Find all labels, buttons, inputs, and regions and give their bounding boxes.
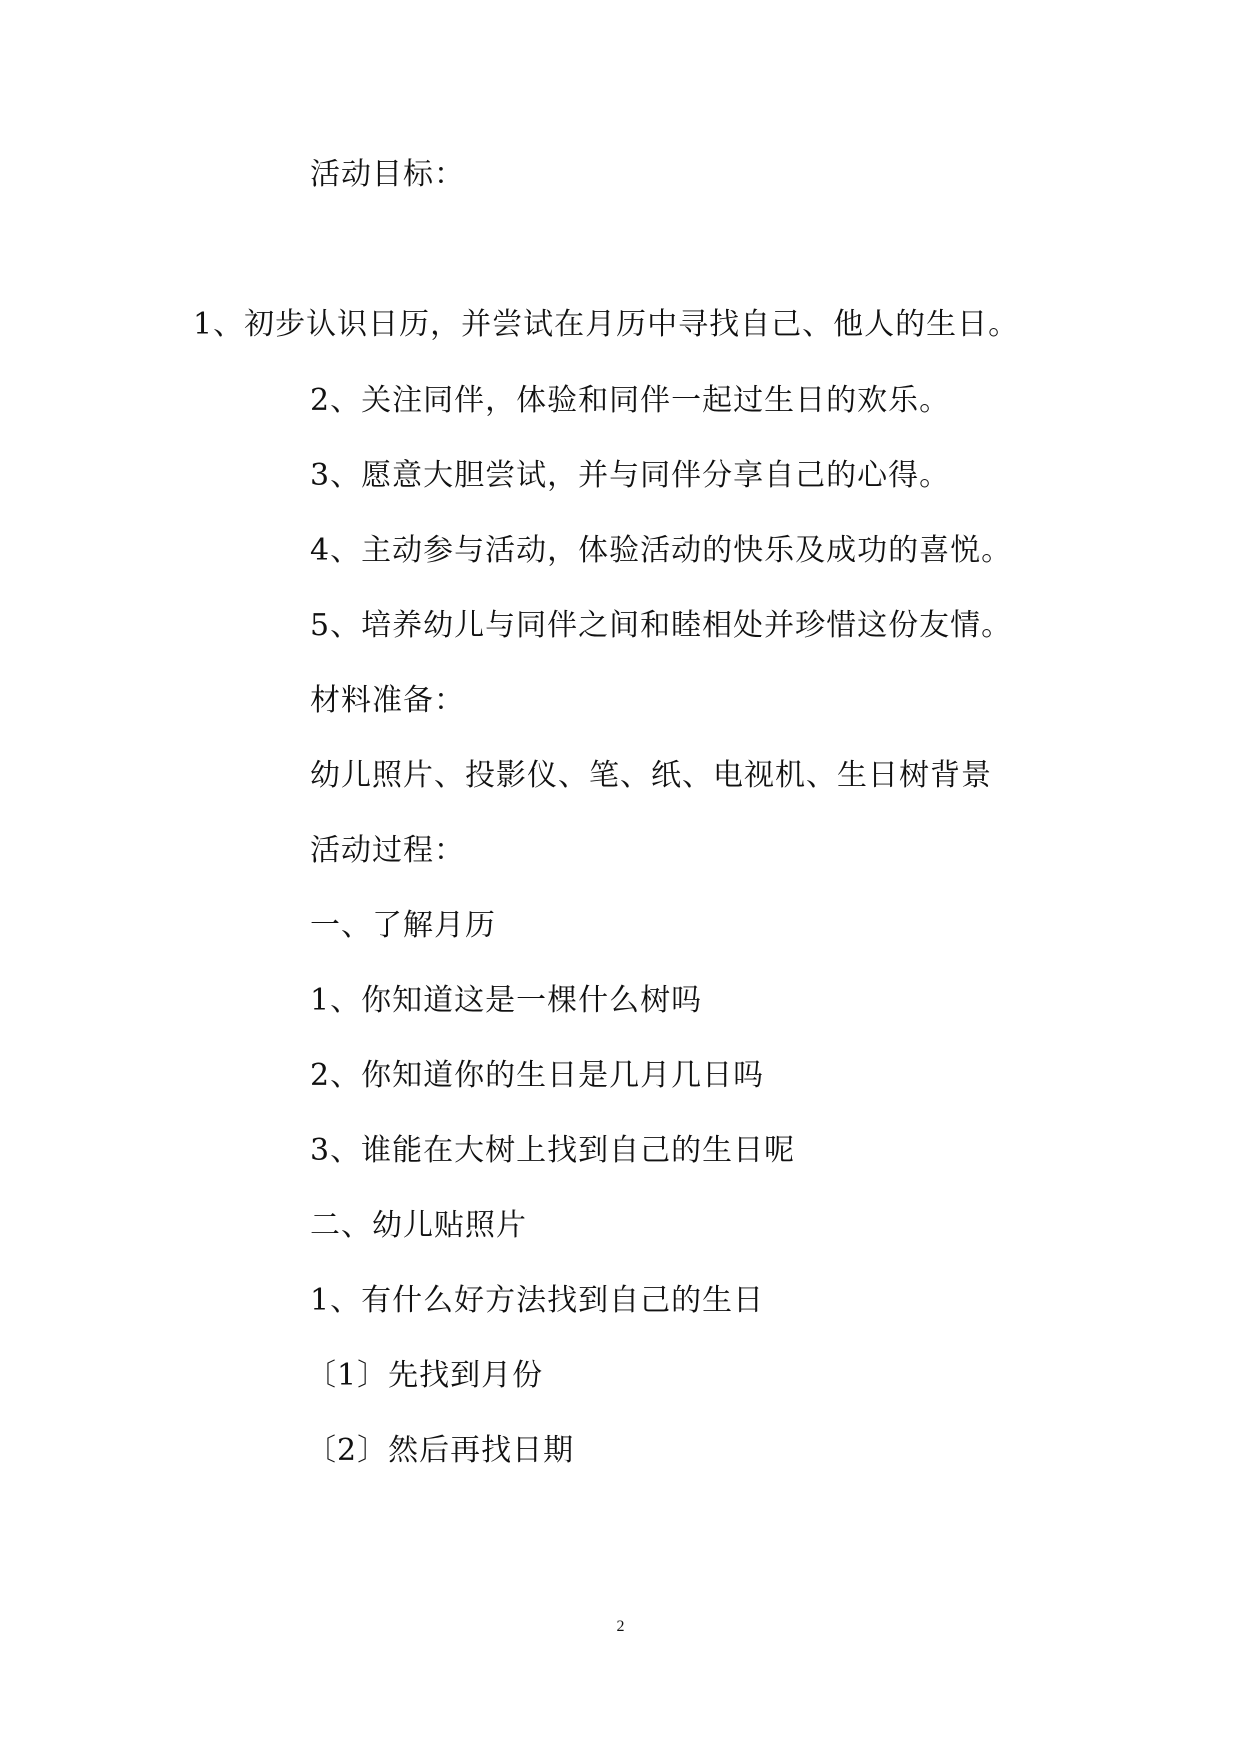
- materials-list: 幼儿照片、投影仪、笔、纸、电视机、生日树背景: [310, 758, 992, 793]
- goal-item-4: 4、主动参与活动，体验活动的快乐及成功的喜悦。: [310, 533, 1013, 568]
- goal-item-3: 3、愿意大胆尝试，并与同伴分享自己的心得。: [310, 458, 951, 493]
- question-2: 2、你知道你的生日是几月几日吗: [310, 1058, 765, 1093]
- goal-item-1: 1、初步认识日历，并尝试在月历中寻找自己、他人的生日。: [193, 307, 1020, 342]
- method-question: 1、有什么好方法找到自己的生日: [310, 1283, 765, 1318]
- method-step-2: 〔2〕然后再找日期: [306, 1433, 575, 1468]
- section-paste-photos: 二、幼儿贴照片: [310, 1208, 527, 1243]
- question-1: 1、你知道这是一棵什么树吗: [310, 983, 703, 1018]
- goal-item-5: 5、培养幼儿与同伴之间和睦相处并珍惜这份友情。: [310, 608, 1013, 643]
- method-step-1: 〔1〕先找到月份: [306, 1358, 544, 1393]
- question-3: 3、谁能在大树上找到自己的生日呢: [310, 1133, 796, 1168]
- heading-activity-process: 活动过程：: [310, 833, 465, 868]
- heading-materials: 材料准备：: [310, 683, 465, 718]
- page-number: 2: [616, 1618, 625, 1635]
- section-understand-calendar: 一、了解月历: [310, 908, 496, 943]
- goal-item-2: 2、关注同伴，体验和同伴一起过生日的欢乐。: [310, 383, 951, 418]
- heading-activity-goals: 活动目标：: [310, 157, 465, 192]
